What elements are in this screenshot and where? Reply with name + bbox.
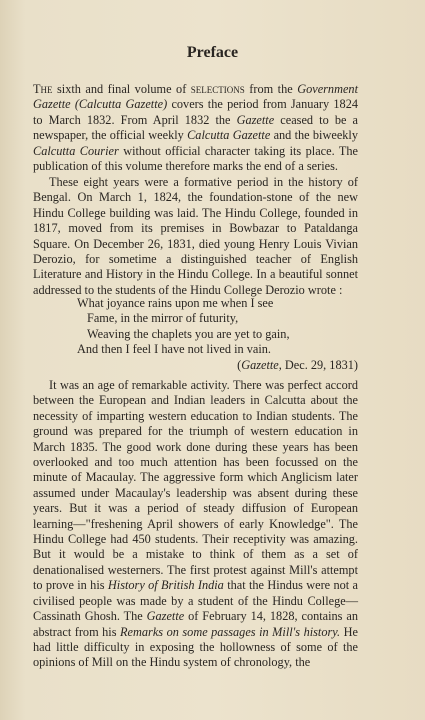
paragraph-3 bbox=[33, 378, 358, 671]
paragraph-1 bbox=[33, 82, 358, 174]
poem-citation bbox=[237, 358, 358, 373]
para1-text-d: ceased to be a newspaper, the official weekly bbox=[33, 112, 358, 143]
para1-text-a: sixth and final volume of bbox=[52, 82, 191, 96]
sonnet-excerpt bbox=[77, 296, 357, 358]
poem-line-1: What joyance rains upon me when I see bbox=[77, 296, 274, 310]
para3-italic-gazette: Gazette bbox=[146, 609, 185, 624]
para3-italic-history-of-british-india: History of British India bbox=[107, 578, 224, 593]
para1-italic-gazette-title: Government Gazette (Calcutta Gazette) bbox=[33, 82, 358, 112]
citation-date: , Dec. 29, 1831) bbox=[278, 358, 358, 372]
poem-line-3: Weaving the chaplets you are yet to gain, bbox=[87, 326, 290, 341]
para1-italic-calcutta-gazette: Calcutta Gazette bbox=[187, 128, 271, 143]
poem-line-4: And then I feel I have not lived in vain. bbox=[77, 342, 271, 357]
para3-text-d: He had little difficulty in exposing the hollowness of some of the opinions of Mill on the Hindu system of chronology, the bbox=[33, 624, 358, 670]
poem-line-2: Fame, in the mirror of futurity, bbox=[87, 311, 239, 326]
selections-word: selections bbox=[190, 82, 245, 96]
citation-source: Gazette bbox=[241, 358, 279, 372]
para3-text-b: that the Hindus were not a civilised people was made by a student of the Hindu College—Cassinath Ghosh. The bbox=[33, 578, 359, 624]
para1-text-e: and the biweekly bbox=[270, 128, 358, 143]
para2-text: These eight years were a formative period in the history of Bengal. On March 1, 1824, the foundation-stone of the new Hindu College building was laid. The Hindu College, founded in 1817, moved from its premises in Bowbazar to Pataldanga Square. On December 26, 1831, died young Henry Louis Vivian Derozio, for sometime a distinguished teacher of English Literature and History in the Hindu College. In a beautiful sonnet addressed to the students of the Hindu College Derozio wrote : bbox=[33, 175, 358, 297]
para1-text-f: without official character taking its place. The publication of this volume therefore marks the end of a series. bbox=[33, 143, 359, 174]
para3-italic-remarks: Remarks on some passages in Mill's history. bbox=[120, 624, 341, 639]
lead-word: The bbox=[33, 82, 53, 96]
para1-text-b: from the bbox=[244, 82, 298, 96]
para1-text-c: covers the period from January 1824 to March 1832. From April 1832 the bbox=[33, 97, 358, 127]
citation-open: ( bbox=[237, 358, 242, 372]
para3-text-a: It was an age of remarkable activity. There was perfect accord between the European and Indian leaders in Calcutta about the necessity of imparting western education to Indian students. The ground was prepared for the triumph of western education in March 1835. The good work done during these years has been overlooked and too much attention has been focussed on the minute of Macaulay. The aggressive form which Anglicism later assumed under Macaulay's leadership was absent during these years. But it was a period of steady diffusion of European learning—"freshening April showers of early Knowledge". The Hindu College had 450 students. Their receptivity was amazing. But it would be a mistake to think of them as a set of denationalised westerners. The first protest against Mill's attempt to prove in his bbox=[33, 378, 358, 593]
paragraph-2 bbox=[33, 175, 358, 298]
para1-italic-gazette: Gazette bbox=[236, 112, 275, 127]
para1-italic-calcutta-courier: Calcutta Courier bbox=[33, 143, 119, 158]
page-title: Preface bbox=[186, 44, 239, 61]
para3-text-c: of February 14, 1828, contains an abstract from his bbox=[33, 609, 358, 639]
